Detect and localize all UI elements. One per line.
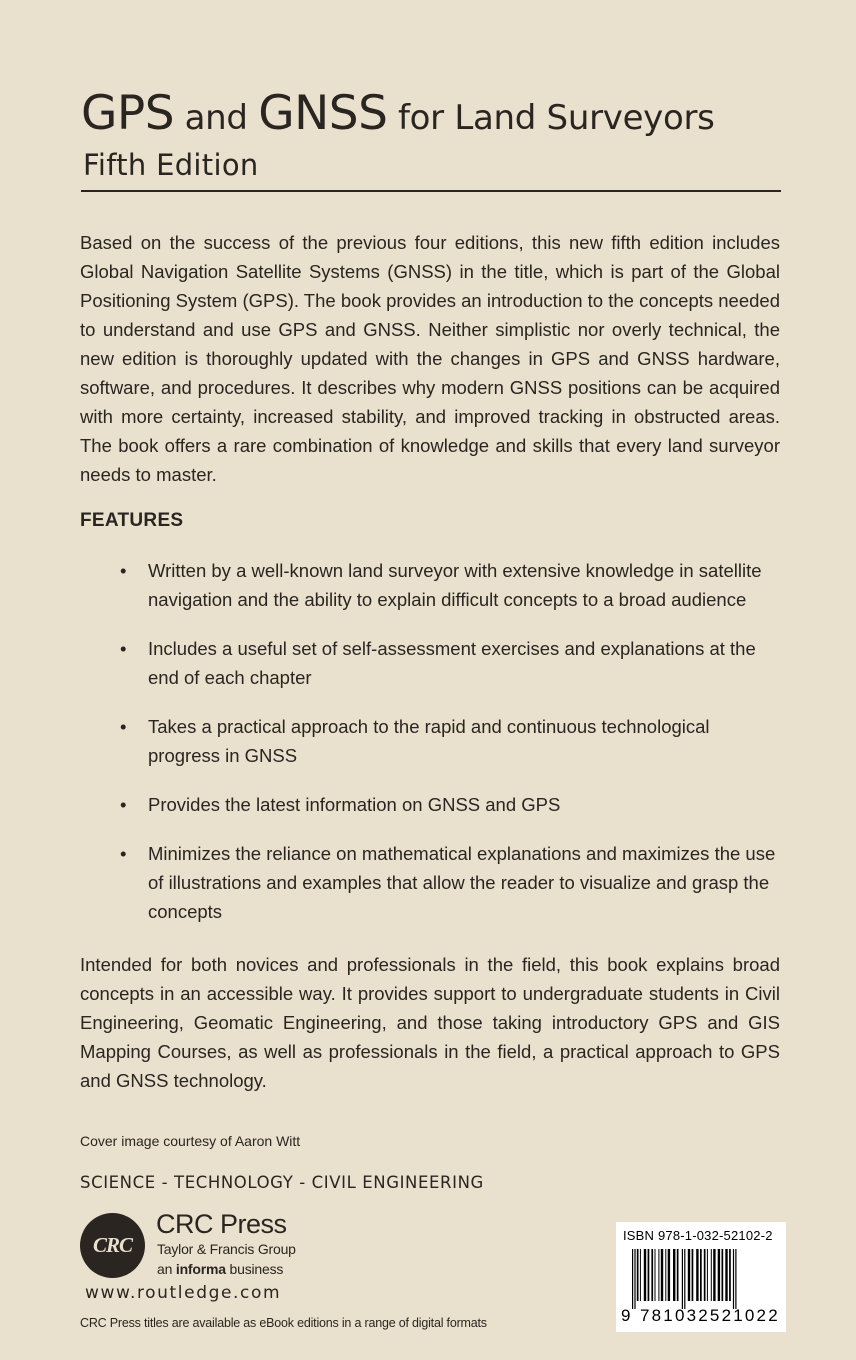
crc-logo-text: CRC: [92, 1233, 133, 1257]
barcode-bar: [722, 1249, 724, 1301]
barcode-bar: [711, 1249, 712, 1301]
barcode-bar: [707, 1249, 708, 1301]
barcode-bar: [634, 1249, 635, 1309]
bullet-icon: •: [120, 638, 127, 659]
feature-item: [80, 712, 780, 770]
title-gnss: GNSS: [258, 86, 388, 141]
book-title: [81, 86, 715, 141]
barcode-bar: [661, 1249, 663, 1301]
publisher-group: Taylor & Francis Group: [157, 1241, 296, 1257]
barcode-bar: [640, 1249, 641, 1301]
barcode-bar: [677, 1249, 679, 1301]
barcode-bar: [713, 1249, 715, 1301]
barcode-bar: [729, 1249, 731, 1301]
title-gps: GPS: [81, 86, 175, 141]
bullet-icon: •: [120, 560, 127, 581]
barcode-bar: [673, 1249, 675, 1301]
informa-prefix: an: [157, 1261, 176, 1277]
features-list: [80, 556, 780, 946]
barcode-bar: [733, 1249, 734, 1309]
feature-text: Written by a well-known land surveyor with extensive knowledge in satellite navigation and the ability to explain difficult concepts to a broad audience: [148, 560, 762, 610]
bullet-icon: •: [120, 716, 127, 737]
bullet-icon: •: [120, 843, 127, 864]
title-and: and: [174, 98, 259, 138]
barcode-first-digit: 9: [621, 1306, 631, 1325]
feature-item: [80, 790, 780, 819]
crc-logo-icon: [80, 1213, 145, 1278]
subject-categories: SCIENCE - TECHNOLOGY - CIVIL ENGINEERING: [80, 1173, 484, 1192]
barcode-icon: [632, 1249, 778, 1309]
title-divider: [81, 190, 781, 192]
barcode-bar: [637, 1249, 639, 1301]
feature-text: Takes a practical approach to the rapid and continuous technological progress in GNSS: [148, 716, 710, 766]
publisher-name: CRC Press: [156, 1209, 287, 1239]
bullet-icon: •: [120, 794, 127, 815]
feature-text: Provides the latest information on GNSS and GPS: [148, 794, 561, 815]
ebook-availability-note: CRC Press titles are available as eBook editions in a range of digital formats: [80, 1316, 487, 1330]
title-for-land-surveyors: for Land Surveyors: [387, 98, 715, 138]
barcode-bar: [665, 1249, 666, 1301]
barcode-bar: [704, 1249, 706, 1301]
barcode-digits: 781032521022: [640, 1306, 780, 1325]
publisher-website: www.routledge.com: [85, 1283, 282, 1303]
informa-brand: informa: [175, 1261, 226, 1277]
barcode-bar: [725, 1249, 727, 1301]
barcode-bar: [655, 1249, 656, 1301]
publisher-informa-line: [157, 1261, 283, 1277]
barcode-bar: [658, 1249, 659, 1301]
barcode-bar: [644, 1249, 646, 1301]
barcode-bar: [718, 1249, 720, 1301]
feature-text: Includes a useful set of self-assessment exercises and explanations at the end of each chapter: [148, 638, 756, 688]
feature-item: [80, 556, 780, 614]
barcode-bar: [735, 1249, 736, 1309]
barcode-bar: [684, 1249, 685, 1309]
informa-suffix: business: [225, 1261, 284, 1277]
edition-label: Fifth Edition: [83, 148, 259, 182]
feature-text: Minimizes the reliance on mathematical explanations and maximizes the use of illustrations and examples that allow the reader to visualize and grasp the concepts: [148, 843, 776, 922]
barcode-bar: [651, 1249, 653, 1301]
barcode-bar: [682, 1249, 683, 1309]
barcode-bar: [688, 1249, 690, 1301]
feature-item: [80, 634, 780, 692]
barcode-bar: [696, 1249, 698, 1301]
cover-image-credit: Cover image courtesy of Aaron Witt: [80, 1133, 301, 1149]
description-paragraph-2: Intended for both novices and professionals in the field, this book explains broad concepts in an accessible way. It provides support to undergraduate students in Civil Engineering, Geomatic Engineering, and those taking introductory GPS and GIS Mapping Courses, as well as professionals in the field, a practical approach to GPS and GNSS technology.: [80, 954, 780, 1091]
features-heading: FEATURES: [80, 510, 184, 531]
isbn-label: ISBN 978-1-032-52102-2: [623, 1228, 773, 1243]
barcode-bar: [668, 1249, 670, 1301]
barcode-bar: [692, 1249, 694, 1301]
barcode-bar: [700, 1249, 702, 1301]
description-paragraph-1: Based on the success of the previous four editions, this new fifth edition includes Global Navigation Satellite Systems (GNSS) in the title, which is part of the Global Positioning System (GPS). The book provides an introduction to the concepts needed to understand and use GPS and GNSS. Neither simplistic nor overly technical, the new edition is thoroughly updated with the changes in GPS and GNSS hardware, software, and procedures. It describes why modern GNSS positions can be acquired with more certainty, increased stability, and improved tracking in obstructed areas. The book offers a rare combination of knowledge and skills that every land surveyor needs to master.: [80, 232, 780, 485]
barcode-bar: [648, 1249, 650, 1301]
barcode-bar: [632, 1249, 633, 1309]
feature-item: [80, 839, 780, 926]
